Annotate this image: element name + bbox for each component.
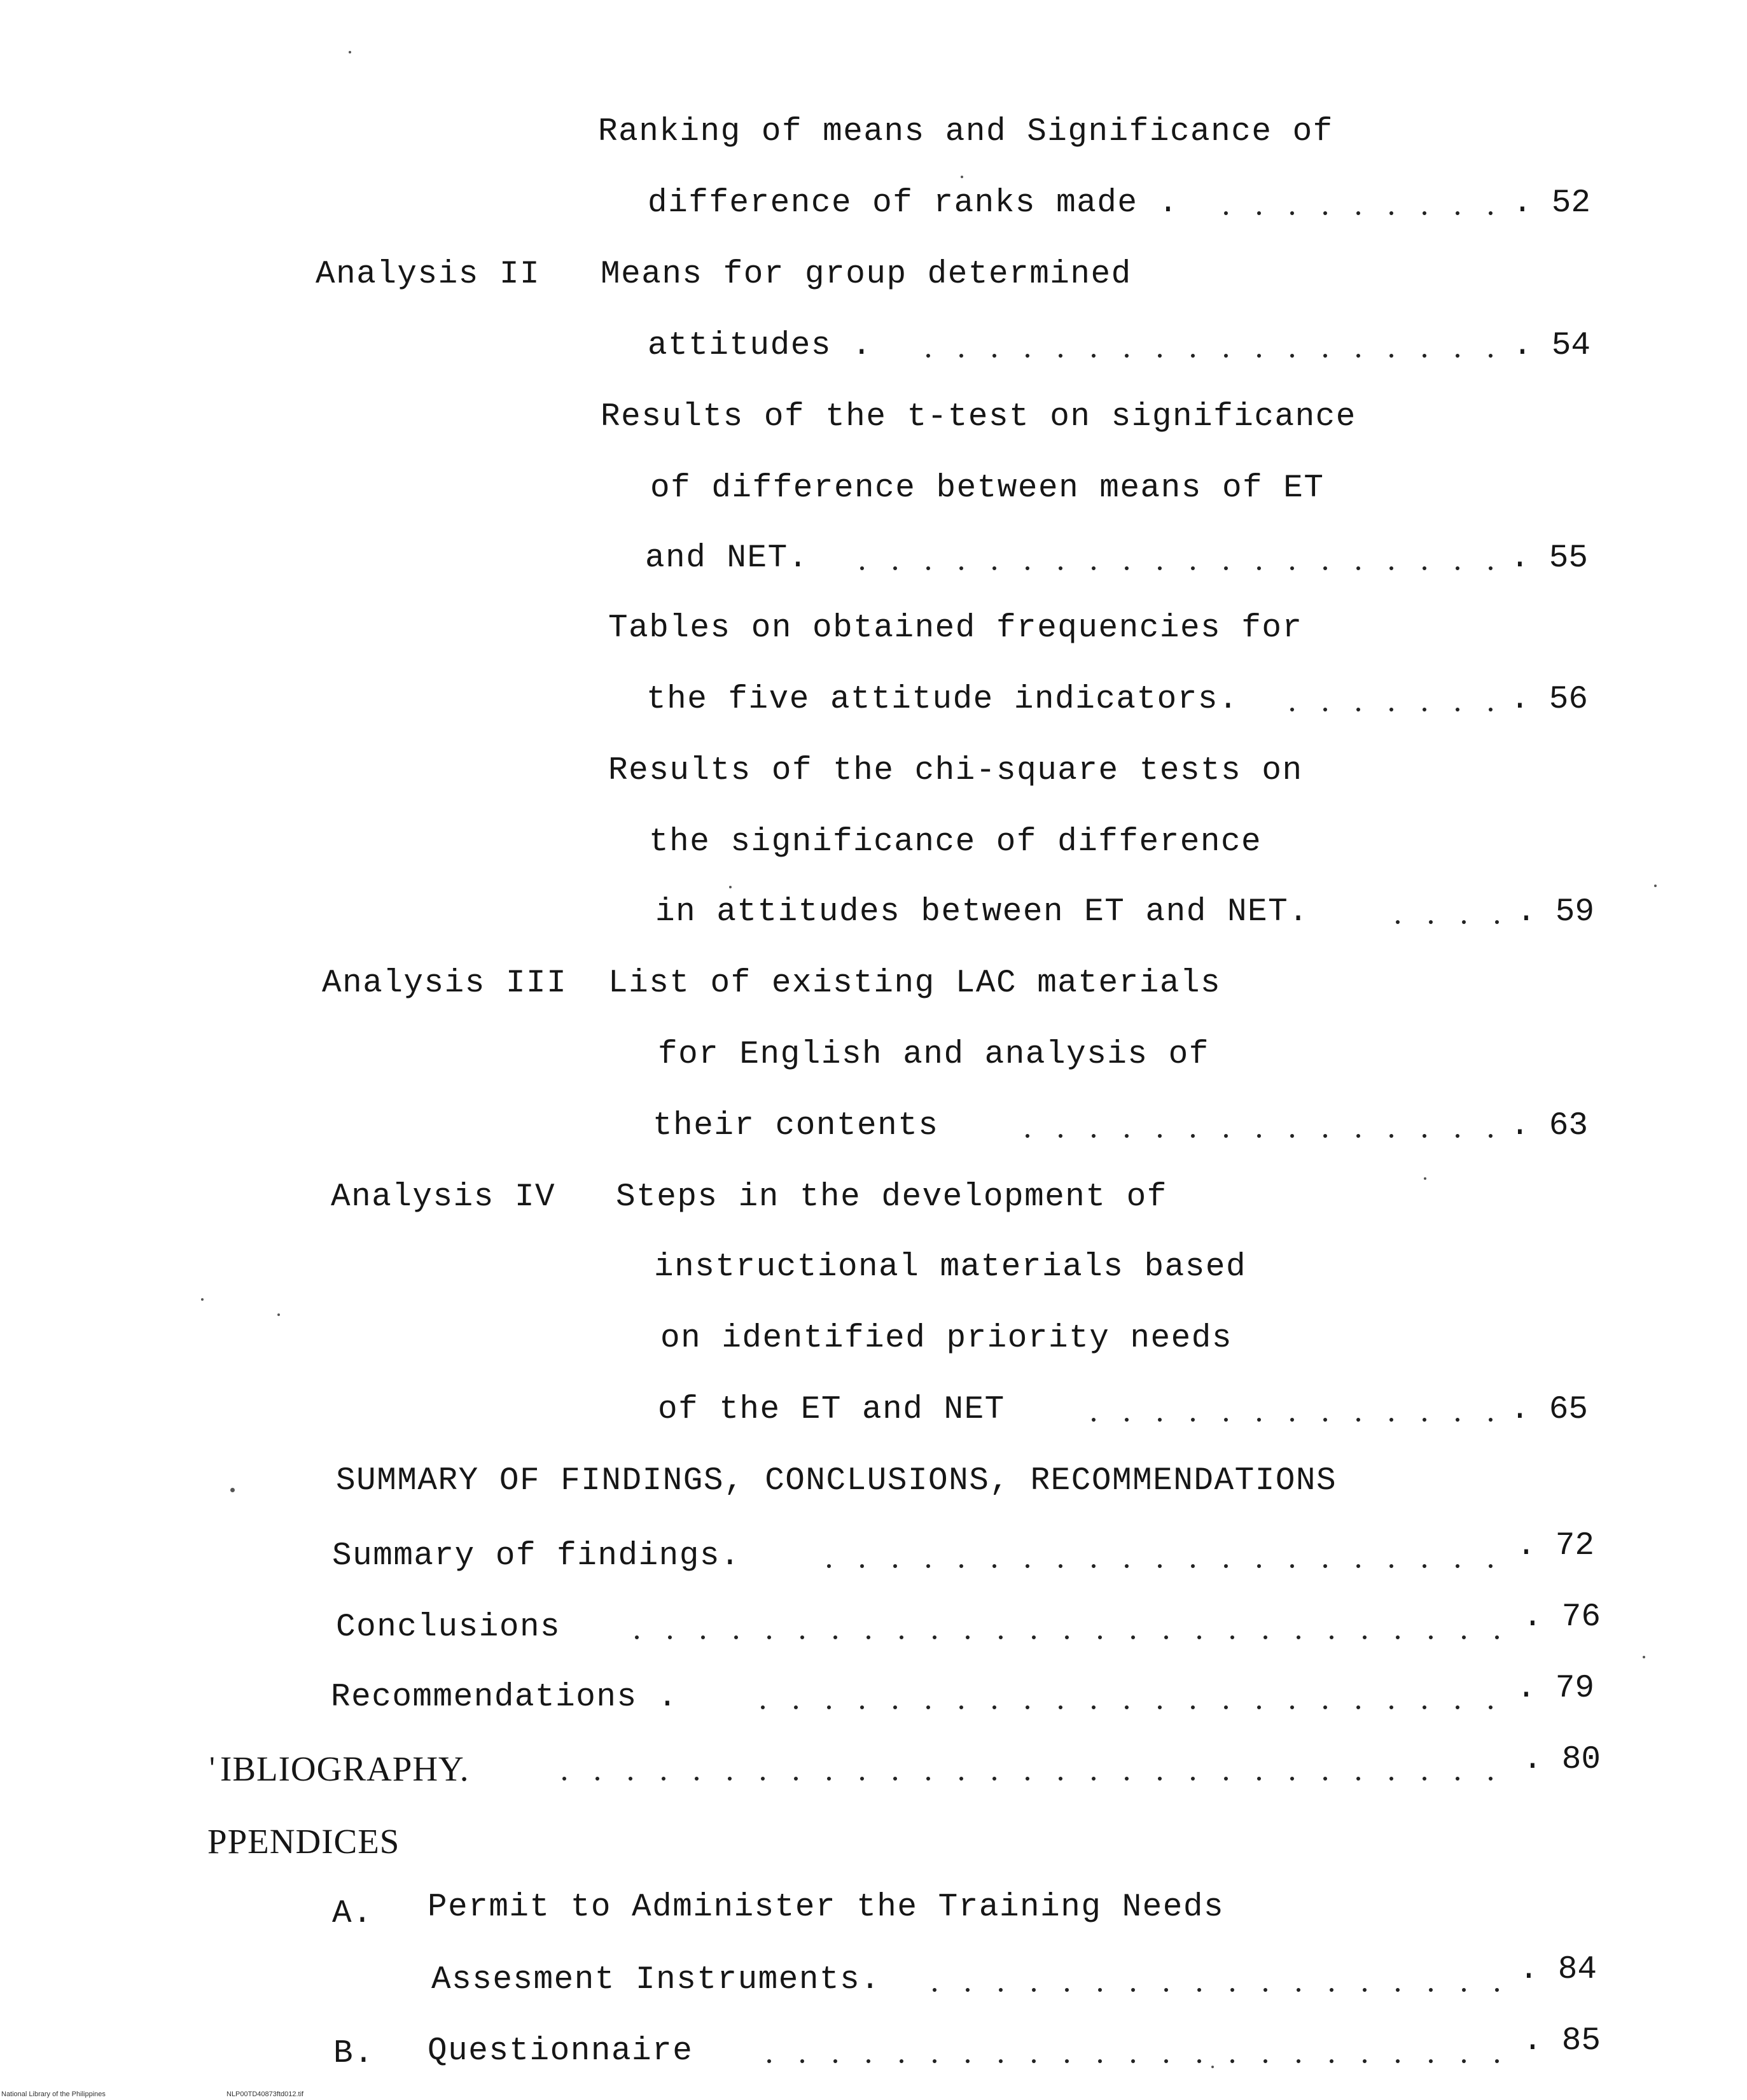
leader-dot	[966, 2059, 970, 2063]
toc-entry-steps-line4: of the ET and NET	[658, 1392, 1005, 1428]
leader-dot	[1257, 1564, 1261, 1568]
leader-dot	[1224, 1777, 1228, 1781]
leader-dot	[1059, 566, 1062, 570]
leader-dot	[1356, 566, 1360, 570]
leader-dot	[1191, 1418, 1195, 1422]
leader-dot	[900, 1635, 903, 1639]
leader-dot	[1125, 1705, 1129, 1709]
leader-dot	[1032, 1988, 1036, 1992]
leader-dot	[926, 1564, 930, 1568]
toc-entry-lac-line3: their contents	[653, 1108, 939, 1144]
leader-dot	[734, 1635, 738, 1639]
toc-entry-tables-line1: Tables on obtained frequencies for	[608, 610, 1303, 647]
leader-dot	[1323, 1134, 1327, 1138]
scan-speck	[1654, 885, 1657, 887]
leader-dot	[1092, 1418, 1096, 1422]
leader-dot	[1330, 1988, 1333, 1992]
leader-dot	[1224, 1705, 1228, 1709]
dot-leader	[553, 1749, 1495, 1789]
leader-dot	[827, 1564, 831, 1568]
leader-dot	[1257, 1777, 1261, 1781]
leader-dot	[1396, 2059, 1400, 2063]
toc-entry-steps-line3: on identified priority needs	[660, 1320, 1232, 1357]
toc-entry-ranking-line1: Ranking of means and Significance of	[598, 114, 1333, 150]
leader-dot	[827, 1705, 831, 1709]
leader-dot	[999, 2059, 1003, 2063]
dot-leader	[795, 1536, 1495, 1577]
toc-entry-appendix-a-line1: Permit to Administer the Training Needs	[428, 1889, 1225, 1926]
toc-entry-ttest-line2: of difference between means of ET	[650, 470, 1325, 507]
leader-dot	[1230, 1988, 1234, 1992]
leader-dot	[1257, 1134, 1261, 1138]
leader-dot	[860, 1705, 864, 1709]
scan-speck	[729, 886, 732, 888]
leader-dot	[1423, 211, 1426, 215]
dot-leader	[833, 538, 1495, 579]
toc-entry-lac-line1: List of existing LAC materials	[608, 965, 1222, 1002]
footer-file: NLP00TD40873ftd012.tif	[226, 2090, 304, 2098]
toc-entry-means-line2: attitudes .	[648, 328, 873, 364]
toc-entry-recommendations: Recommendations .	[331, 1679, 678, 1716]
toc-entry-chi-line1: Results of the chi-square tests on	[608, 753, 1303, 789]
page-number: . 59	[1516, 894, 1594, 930]
leader-dot	[966, 1988, 970, 1992]
leader-dot	[1290, 354, 1294, 358]
toc-entry-steps-line1: Steps in the development of	[616, 1179, 1167, 1215]
leader-dot	[933, 1635, 936, 1639]
leader-dot	[1389, 708, 1393, 711]
leader-dot	[1191, 1705, 1195, 1709]
leader-dot	[1290, 1705, 1294, 1709]
leader-dot	[1026, 1134, 1029, 1138]
scan-speck	[1424, 1177, 1426, 1180]
leader-dot	[1092, 1705, 1096, 1709]
dot-leader	[916, 1960, 1501, 2001]
leader-dot	[992, 566, 996, 570]
leader-dot	[695, 1777, 699, 1781]
leader-dot	[1323, 211, 1327, 215]
leader-dot	[1257, 1705, 1261, 1709]
leader-dot	[1356, 1134, 1360, 1138]
leader-dot	[1330, 2059, 1333, 2063]
leader-dot	[1059, 1564, 1062, 1568]
leader-dot	[1429, 1635, 1433, 1639]
leader-dot	[1164, 2059, 1168, 2063]
leader-dot	[1164, 1988, 1168, 1992]
leader-dot	[1092, 1564, 1096, 1568]
leader-dot	[1065, 1988, 1069, 1992]
leader-dot	[1389, 1564, 1393, 1568]
leader-dot	[1026, 1564, 1029, 1568]
leader-dot	[1363, 2059, 1367, 2063]
analysis-iii-label: Analysis III	[322, 965, 567, 1002]
leader-dot	[1092, 1134, 1096, 1138]
leader-dot	[1164, 1635, 1168, 1639]
leader-dot	[1257, 211, 1261, 215]
toc-entry-chi-line3: in attitudes between ET and NET.	[655, 894, 1309, 930]
footer-library: National Library of the Philippines	[1, 2090, 106, 2098]
leader-dot	[1158, 1134, 1162, 1138]
leader-dot	[1125, 1418, 1129, 1422]
page-number: . 65	[1510, 1392, 1588, 1428]
page-number: . 63	[1510, 1108, 1588, 1144]
leader-dot	[1131, 2059, 1135, 2063]
leader-dot	[1423, 566, 1426, 570]
leader-dot	[595, 1777, 599, 1781]
dot-leader	[999, 1106, 1495, 1147]
leader-dot	[1429, 1988, 1433, 1992]
leader-dot	[893, 1705, 897, 1709]
leader-dot	[1158, 1564, 1162, 1568]
leader-dot	[1191, 354, 1195, 358]
leader-dot	[959, 1705, 963, 1709]
leader-dot	[1224, 566, 1228, 570]
leader-dot	[1290, 211, 1294, 215]
leader-dot	[562, 1777, 566, 1781]
leader-dot	[1356, 1418, 1360, 1422]
toc-entry-summary-findings: Summary of findings.	[332, 1538, 741, 1574]
leader-dot	[1423, 1134, 1426, 1138]
leader-dot	[1257, 354, 1261, 358]
leader-dot	[1356, 354, 1360, 358]
dot-leader	[903, 326, 1495, 367]
page-number: . 54	[1512, 328, 1590, 364]
leader-dot	[1026, 354, 1029, 358]
leader-dot	[1323, 1564, 1327, 1568]
analysis-ii-label: Analysis II	[316, 256, 541, 293]
leader-dot	[1290, 1418, 1294, 1422]
leader-dot	[1356, 1564, 1360, 1568]
leader-dot	[1396, 1635, 1400, 1639]
leader-dot	[933, 1988, 936, 1992]
leader-dot	[1323, 566, 1327, 570]
leader-dot	[1290, 708, 1294, 711]
leader-dot	[761, 1777, 765, 1781]
leader-dot	[999, 1988, 1003, 1992]
leader-dot	[992, 1777, 996, 1781]
leader-dot	[761, 1705, 765, 1709]
leader-dot	[662, 1777, 665, 1781]
page-number: . 80	[1522, 1742, 1601, 1778]
leader-dot	[1026, 566, 1029, 570]
page-number: . 52	[1512, 185, 1590, 221]
leader-dot	[926, 354, 930, 358]
leader-dot	[1389, 1418, 1393, 1422]
leader-dot	[1323, 354, 1327, 358]
scan-speck	[201, 1298, 204, 1301]
leader-dot	[833, 1635, 837, 1639]
leader-dot	[1059, 1705, 1062, 1709]
toc-entry-appendix-a-line2: Assesment Instruments.	[431, 1962, 881, 1998]
leader-dot	[1290, 1777, 1294, 1781]
leader-dot	[827, 1777, 831, 1781]
toc-entry-ranking-line2: difference of ranks made .	[648, 185, 1179, 221]
leader-dot	[1330, 1635, 1333, 1639]
page-number: . 79	[1516, 1670, 1594, 1707]
leader-dot	[1092, 354, 1096, 358]
leader-dot	[1098, 1988, 1102, 1992]
appendix-a-letter: A.	[332, 1896, 373, 1932]
leader-dot	[1297, 1635, 1300, 1639]
leader-dot	[1197, 1635, 1201, 1639]
page-number: . 84	[1519, 1952, 1597, 1988]
leader-dot	[1230, 2059, 1234, 2063]
leader-dot	[1423, 354, 1426, 358]
leader-dot	[959, 1777, 963, 1781]
leader-dot	[1323, 708, 1327, 711]
leader-dot	[992, 1564, 996, 1568]
leader-dot	[1257, 1418, 1261, 1422]
leader-dot	[1125, 1564, 1129, 1568]
leader-dot	[1356, 1705, 1360, 1709]
leader-dot	[1191, 566, 1195, 570]
leader-dot	[1098, 1635, 1102, 1639]
scan-speck	[349, 51, 351, 53]
leader-dot	[1356, 211, 1360, 215]
leader-dot	[1297, 1988, 1300, 1992]
toc-entry-ttest-line1: Results of the t-test on significance	[601, 399, 1356, 435]
leader-dot	[1389, 1705, 1393, 1709]
page-number: . 56	[1510, 682, 1588, 718]
leader-dot	[1389, 1777, 1393, 1781]
leader-dot	[1263, 1988, 1267, 1992]
leader-dot	[1263, 2059, 1267, 2063]
leader-dot	[1065, 2059, 1069, 2063]
leader-dot	[867, 1635, 870, 1639]
leader-dot	[1429, 2059, 1433, 2063]
scan-speck	[961, 176, 963, 178]
leader-dot	[900, 2059, 903, 2063]
leader-dot	[1098, 2059, 1102, 2063]
leader-dot	[1290, 1564, 1294, 1568]
leader-dot	[1323, 1777, 1327, 1781]
leader-dot	[1059, 1777, 1062, 1781]
leader-dot	[668, 1635, 672, 1639]
leader-dot	[1224, 354, 1228, 358]
toc-entry-appendix-b: Questionnaire	[428, 2033, 693, 2069]
leader-dot	[1230, 1635, 1234, 1639]
leader-dot	[1396, 1988, 1400, 1992]
leader-dot	[635, 1635, 639, 1639]
leader-dot	[1423, 708, 1426, 711]
leader-dot	[1224, 1564, 1228, 1568]
summary-heading: SUMMARY OF FINDINGS, CONCLUSIONS, RECOMMENDATIONS	[336, 1463, 1337, 1499]
toc-entry-tables-line2: the five attitude indicators.	[646, 682, 1239, 718]
page-number: . 76	[1522, 1599, 1601, 1635]
analysis-iv-label: Analysis IV	[331, 1179, 556, 1215]
leader-dot	[1263, 1635, 1267, 1639]
scan-speck	[1211, 2066, 1214, 2068]
page-number: . 72	[1516, 1528, 1594, 1564]
leader-dot	[1191, 1777, 1195, 1781]
leader-dot	[959, 1564, 963, 1568]
leader-dot	[1423, 1777, 1426, 1781]
leader-dot	[1065, 1635, 1069, 1639]
toc-entry-lac-line2: for English and analysis of	[658, 1037, 1209, 1073]
leader-dot	[1158, 1418, 1162, 1422]
leader-dot	[999, 1635, 1003, 1639]
leader-dot	[1191, 1564, 1195, 1568]
leader-dot	[860, 1777, 864, 1781]
leader-dot	[1197, 1988, 1201, 1992]
leader-dot	[1191, 1134, 1195, 1138]
margin-mark	[230, 1488, 235, 1492]
leader-dot	[1092, 1777, 1096, 1781]
leader-dot	[1224, 1418, 1228, 1422]
leader-dot	[893, 1564, 897, 1568]
leader-dot	[728, 1777, 732, 1781]
leader-dot	[933, 2059, 936, 2063]
leader-dot	[959, 354, 963, 358]
toc-entry-means-line1: Means for group determined	[601, 256, 1132, 293]
leader-dot	[767, 2059, 771, 2063]
leader-dot	[800, 1635, 804, 1639]
leader-dot	[1158, 354, 1162, 358]
leader-dot	[1125, 566, 1129, 570]
leader-dot	[1092, 566, 1096, 570]
leader-dot	[860, 566, 864, 570]
leader-dot	[959, 566, 963, 570]
leader-dot	[1026, 1777, 1029, 1781]
leader-dot	[794, 1705, 798, 1709]
appendix-b-letter: B.	[333, 2036, 375, 2072]
leader-dot	[1389, 354, 1393, 358]
scan-speck	[277, 1313, 280, 1316]
scan-speck	[1643, 1656, 1645, 1658]
leader-dot	[926, 1705, 930, 1709]
page-number: . 55	[1510, 540, 1588, 577]
leader-dot	[1389, 1134, 1393, 1138]
leader-dot	[1158, 1705, 1162, 1709]
leader-dot	[867, 2059, 870, 2063]
toc-entry-conclusions: Conclusions	[336, 1609, 561, 1646]
leader-dot	[1423, 1418, 1426, 1422]
dot-leader	[744, 1677, 1495, 1718]
leader-dot	[1290, 566, 1294, 570]
leader-dot	[1423, 1705, 1426, 1709]
leader-dot	[1290, 1134, 1294, 1138]
leader-dot	[1356, 1777, 1360, 1781]
leader-dot	[893, 566, 897, 570]
dot-leader	[738, 2031, 1501, 2072]
leader-dot	[926, 566, 930, 570]
leader-dot	[1363, 1635, 1367, 1639]
leader-dot	[1323, 1705, 1327, 1709]
leader-dot	[926, 1777, 930, 1781]
leader-dot	[1389, 211, 1393, 215]
dot-leader	[1062, 1390, 1495, 1431]
leader-dot	[1224, 211, 1228, 215]
leader-dot	[1032, 1635, 1036, 1639]
leader-dot	[1131, 1988, 1135, 1992]
leader-dot	[893, 1777, 897, 1781]
leader-dot	[1197, 2059, 1201, 2063]
leader-dot	[794, 1777, 798, 1781]
leader-dot	[1363, 1988, 1367, 1992]
dot-leader	[623, 1607, 1501, 1648]
leader-dot	[1429, 920, 1433, 924]
toc-entry-steps-line2: instructional materials based	[654, 1249, 1247, 1285]
toc-entry-ttest-line3: and NET.	[645, 540, 809, 577]
leader-dot	[1158, 566, 1162, 570]
page-number: . 85	[1522, 2023, 1601, 2059]
leader-dot	[1125, 1134, 1129, 1138]
leader-dot	[966, 1635, 970, 1639]
leader-dot	[1257, 566, 1261, 570]
leader-dot	[1389, 566, 1393, 570]
leader-dot	[1396, 920, 1400, 924]
leader-dot	[1423, 1564, 1426, 1568]
leader-dot	[833, 2059, 837, 2063]
leader-dot	[1059, 1134, 1062, 1138]
leader-dot	[701, 1635, 705, 1639]
leader-dot	[1323, 1418, 1327, 1422]
leader-dot	[1158, 1777, 1162, 1781]
leader-dot	[1026, 1705, 1029, 1709]
leader-dot	[1032, 2059, 1036, 2063]
leader-dot	[1059, 354, 1062, 358]
leader-dot	[767, 1635, 771, 1639]
margin-mark: '	[205, 1755, 221, 1782]
leader-dot	[800, 2059, 804, 2063]
leader-dot	[1456, 1777, 1459, 1781]
toc-entry-bibliography: IBLIOGRAPHY.	[220, 1749, 470, 1788]
leader-dot	[860, 1564, 864, 1568]
appendices-heading: PPENDICES	[207, 1822, 400, 1861]
toc-entry-chi-line2: the significance of difference	[649, 824, 1262, 860]
leader-dot	[1125, 354, 1129, 358]
leader-dot	[992, 354, 996, 358]
leader-dot	[1224, 1134, 1228, 1138]
leader-dot	[1356, 708, 1360, 711]
leader-dot	[1131, 1635, 1135, 1639]
leader-dot	[992, 1705, 996, 1709]
leader-dot	[629, 1777, 632, 1781]
leader-dot	[1125, 1777, 1129, 1781]
leader-dot	[1297, 2059, 1300, 2063]
